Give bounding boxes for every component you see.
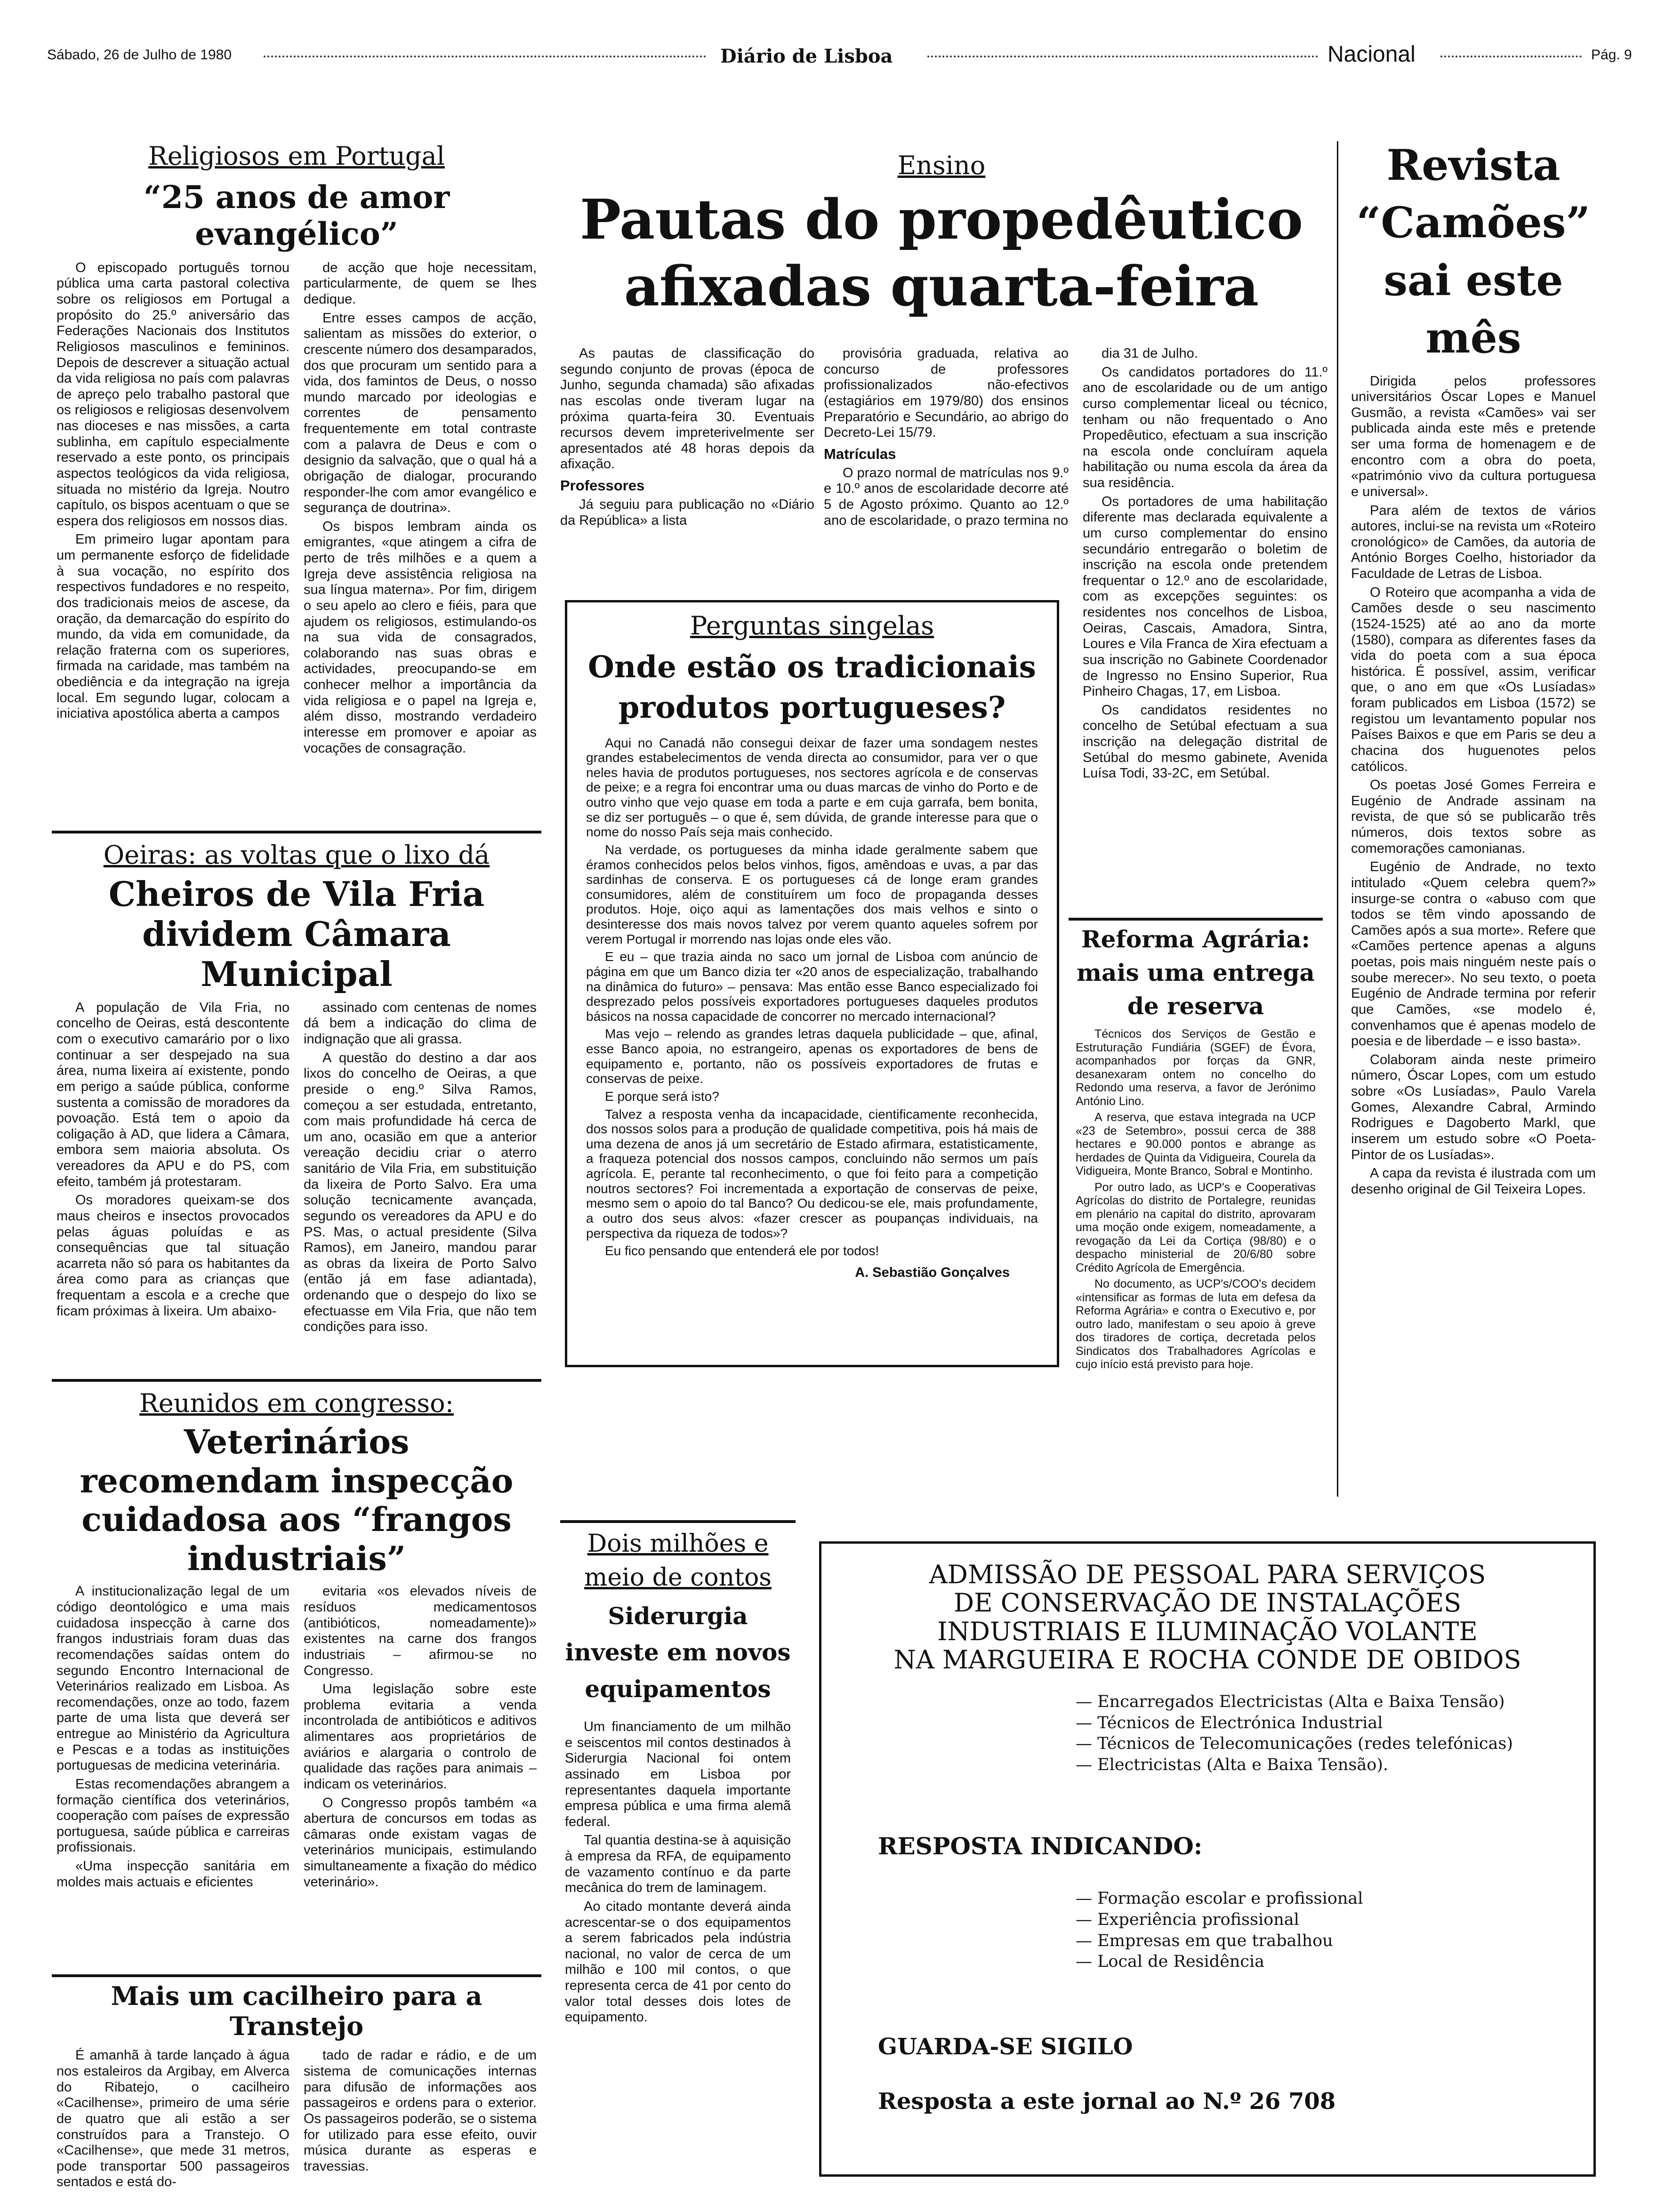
paragraph: O Congresso propôs também «a abertura de concursos em todas as câmaras onde existam vagas de veterinários municipais, estimulando simultaneamente a fixação do médico veterinário». [304,1795,537,1890]
column-rule [1337,141,1338,1497]
article-column [304,1584,537,1893]
article-religiosos [56,141,537,759]
subheading: Professores [560,477,645,494]
box-inner [567,602,1057,1281]
paragraph: Os candidatos portadores do 11.º ano de escolaridade ou de um antigo curso complementar liceal ou técnico, tenham ou não frequentado o Ano Propedêutico, efectuam a sua inscrição na escola onde concluíram aquela habilitação ou numa escola da área da sua residência. [1083,364,1327,490]
paragraph: No documento, as UCP's/COO's decidem «intensificar as formas de luta em defesa da Reforma Agrária» e contra o Executivo e, por outro lado, manifestam o seu apoio à greve dos tiradores de cortiça, decretada pelos Sindicatos dos Trabalhadores Agrícolas e cujo início está previsto para hoje. [1076,1277,1316,1371]
section-rule [52,1974,541,1977]
paragraph: Na verdade, os portugueses da minha idade geralmente sabem que éramos conhecidos pelos belos vinhos, figos, amêndoas e uvas, a par das sardinhas de conserva. E os portugueses cá de longe eram grandes consumidores, além de constituírem um foco de propaganda desses produtos. Hoje, oiço aqui as lamentações dos mais velhos e sinto o desinteresse dos mais novos talvez por verem quanto aqueles sofrem por verem Portugal ir morrendo nas lojas onde eles vão. [586,842,1038,946]
section-rule [1069,918,1323,921]
article-ensino [560,151,1323,320]
article-column [304,260,537,759]
article-revista [1351,136,1596,1200]
paragraph: O Roteiro que acompanha a vida de Camões desde o seu nascimento (1524-1525) até ao ano da morte (1580), compara as diferentes fases da vida do poeta com a sua época histórica. É possível, assim, verificar que, o ano em que «Os Lusíadas» foram publicados em Lisboa (1572) se registou um levantamento popular nos Países Baixos e que em Paris se deu a chacina dos huguenotes pelos católicos. [1351,585,1596,774]
article-kicker: Reunidos em congresso: [139,1388,454,1418]
ad-answer-heading: RESPOSTA INDICANDO: [878,1832,1203,1860]
paragraph: É amanhã à tarde lançado à água nos estaleiros da Argibay, em Alverca do Ribatejo, o cacilheiro «Cacilhense», primeiro de uma série de quatro que ali estão a ser construídos para a Transtejo. O «Cacilhense», que mede 31 metros, pode transportar 500 passageiros sentados e está do- [56,2048,290,2190]
header-page-number: Pág. 9 [1591,47,1632,63]
ad-answer-item: — Empresas em que trabalhou [1076,1931,1333,1950]
paragraph: Os portadores de uma habilitação diferente mas declarada equivalente a um curso complementar do ensino secundário entregarão o boletim de inscrição na escola onde pretendem frequentar o 12.º ano de escolaridade, com as excepções seguintes: os residentes nos concelhos de Lisboa, Oeiras, Cascais, Amadora, Sintra, Loures e Vila Franca de Xira efectuam a sua inscrição no Gabinete Coordenador de Ingresso no Ensino Superior, Rua Pinheiro Chagas, 17, em Lisboa. [1083,494,1327,699]
article-kicker: Ensino [897,151,986,180]
paragraph: provisória graduada, relativa ao concurso de professores profissionalizados não-efectivos (estagiários em 1979/80) dos ensinos Preparatório e Secundário, ao abrigo do Decreto-Lei 15/79. [824,346,1069,441]
article-column [56,1584,290,1893]
paragraph: Talvez a resposta venha da incapacidade, cientificamente reconhecida, dos nossos solos para a produção de qualidade competitiva, pois há mais de uma dezena de anos já um secretário de Estado afirmara, estatisticamente, a fraqueza potencial dos nossos campos, concluindo não sermos um país agrícola. E, perante tal reconhecimento, o que foi feito para a competição noutros sectores? Foi incrementada a exportação de conservas de peixe, mesmo sem o apoio do tal Banco? Ou dedicou-se ele, mais profundamente, a outro dos seus alvos: «fazer crescer as poupanças individuais, na perspectiva da riqueza de todos»? [586,1106,1038,1241]
paragraph: As pautas de classificação do segundo conjunto de provas (época de Junho, segunda chamada) são afixadas nas escolas onde tiveram lugar na próxima quarta-feira 30. Eventuais recursos devem impreterivelmente ser apresentados até 48 horas depois da afixação. [560,346,814,472]
article-headline: Veterinários recomendam inspecção cuidadosa aos “frangos industriais” [80,1422,514,1578]
section-rule [560,1520,796,1523]
page-header [47,19,1638,85]
article-signature: A. Sebastião Gonçalves [855,1265,1010,1280]
paragraph: Em primeiro lugar apontam para um permanente esforço de fidelidade à sua vocação, no espírito dos respectivos fundadores e no respeito, dos tradicionais meios de ascese, da oração, da demarcação do espírito do mundo, da vida em comunidade, da relação fraterna com os superiores, firmada na caridade, mas também na obediência e da integração na igreja local. Em segundo lugar, colocam a iniciativa apostólica aberta a campos [56,532,290,721]
article-headline: Revista “Camões” sai este mês [1356,140,1591,363]
paragraph: Por outro lado, as UCP's e Cooperativas Agrícolas do distrito de Portalegre, reunidas em plenário na capital do distrito, aprovaram uma moção onde exigem, nomeadamente, a revogação da Lei da Cortiça (98/80) e o despacho ministerial de 20/6/80 sobre Crédito Agrícola de Emergência. [1076,1180,1316,1274]
paragraph: Estas recomendações abrangem a formação científica dos veterinários, cooperação com países de expressão portuguesa, saúde pública e carreiras profissionais. [56,1776,290,1855]
paragraph: E porque será isto? [605,1089,719,1104]
article-column [56,260,290,759]
article-columns [56,2048,537,2193]
ad-title-line: INDUSTRIAIS E ILUMINAÇÃO VOLANTE [937,1616,1478,1646]
section-rule [52,831,541,834]
ad-title-line: NA MARGUEIRA E ROCHA CONDE DE OBIDOS [893,1645,1521,1675]
header-dotted-rule [927,56,1318,57]
article-reforma [1076,922,1316,1374]
paragraph: Dirigida pelos professores universitários Óscar Lopes e Manuel Gusmão, a revista «Camões» vai ser publicada ainda este mês e pretende ser uma forma de homenagem e de encontro com a obra do poeta, «património vivo da cultura portuguesa e universal». [1351,373,1596,499]
paragraph: Eugénio de Andrade, no texto intitulado «Quem celebra quem?» insurge-se contra o «abuso com que todos se têm vindo apossando de Camões após a sua morte». Refere que «Camões pertence apenas a alguns poetas, pois mais ninguém neste país o soube merecer». No seu texto, o poeta Eugénio de Andrade termina por referir que Camões, «se modelo é, convenhamos que é apenas modelo de poesia e de liberdade – e isso basta». [1351,859,1596,1049]
paragraph: Mas vejo – relendo as grandes letras daquela publicidade – que, afinal, esse Banco apoia, no estrangeiro, apenas os exportadores de bens de equipamento e, portanto, não os possíveis exportadores de frutas e conservas de peixe. [586,1026,1038,1086]
paragraph: Entre esses campos de acção, salientam as missões do exterior, o crescente número dos desamparados, dos que procuram um sentido para a vida, dos famintos de Deus, o nosso mundo marcado por ideologias e correntes de pensamento frequentemente em total contraste com a palavra de Deus e com o designio da salvação, que o qual há a obrigação de dialogar, procurando responder-lhe com amor evangélico e segurança de doutrina». [304,310,537,516]
paragraph: «Uma inspecção sanitária em moldes mais actuais e eficientes [56,1859,290,1890]
paragraph: O prazo normal de matrículas nos 9.º e 10.º anos de escolaridade decorre até 5 de Agosto próximo. Quanto ao 12.º ano de escolaridade, o prazo termina no [824,465,1069,528]
header-date: Sábado, 26 de Julho de 1980 [47,47,232,63]
paragraph: Aqui no Canadá não consegui deixar de fazer uma sondagem nestes grandes estabelecimentos de venda directa ao consumidor, para ver o que neles havia de produtos portugueses, nos sectores agrícola e de conservas de peixe; e a regra foi encontrar uma ou duas marcas de vinho do Porto e de outro vinho que vejo quase em toda a parte e em cuja garrafa, bem bonita, se diz ser português – o que é, sem dúvida, de grande interesse para que o nome do nosso País seja mais conhecido. [586,735,1038,840]
header-dotted-rule [264,56,706,57]
header-section: Nacional [1327,42,1416,67]
article-headline: Onde estão os tradicionais produtos portugueses? [588,649,1036,725]
paragraph: A questão do destino a dar aos lixos do concelho de Oeiras, a que preside o eng.º Silva Ramos, começou a ser estudada, entretanto, com mais profundidade há cerca de um ano, ocasião em que a anterior vereação decidiu criar o aterro sanitário de Vila Fria, em substituição da lixeira de Porto Salvo. Era uma solução tecnicamente avançada, segundo os vereadores da APU e do PS. Mas, o actual presidente (Silva Ramos), em Janeiro, mandou parar as obras da lixeira de Porto Salvo (então já em fase adiantada), ordenando que o despejo do lixo se efectuasse em Vila Fria, que não tem condições para isso. [304,1050,537,1335]
article-oeiras [56,840,537,1338]
article-kicker: Dois milhões e meio de contos [584,1530,772,1592]
article-perguntas-box [565,600,1059,1367]
ad-title [821,1561,1593,1675]
paragraph: A capa da revista é ilustrada com um desenho original de Gil Teixeira Lopes. [1351,1166,1596,1197]
article-kicker: Oeiras: as voltas que o lixo dá [103,840,490,870]
paragraph: dia 31 de Julho. [1102,346,1198,361]
article-body [565,1719,791,2026]
article-column [56,2048,290,2193]
article-headline: “25 anos de amor evangélico” [143,179,450,252]
header-masthead: Diário de Lisboa [720,45,893,67]
paragraph: Para além de textos de vários autores, inclui-se na revista um «Roteiro cronológico» de Camões, da autoria de António Borges Coelho, historiador da Faculdade de Letras de Lisboa. [1351,503,1596,582]
advertisement-box [819,1541,1596,2177]
ad-answer-item: — Experiência profissional [1076,1910,1299,1929]
article-veterinarios [56,1388,537,1893]
article-columns [56,1000,537,1338]
paragraph: A institucionalização legal de um código deontológico e uma mais cuidadosa inspecção à carne dos frangos industriais foram duas das recomendações saídas ontem do segundo Encontro Internacional de Veterinários realizado em Lisboa. As recomendações, onze ao todo, fazem parte de uma lista que deverá ser entregue ao Ministério da Agricultura e Pescas e a todas as instituições portuguesas de medicina veterinária. [56,1584,290,1773]
paragraph: Uma legislação sobre este problema evitaria a venda incontrolada de antibióticos e aditivos alimentares aos proprietários de aviários e alargaria o controlo de qualidade das rações para animais – indicam os veterinários. [304,1682,537,1792]
paragraph: A reserva, que estava integrada na UCP «23 de Setembro», possui cerca de 388 hectares e 90.000 pontos e abrange as herdades de Quinta da Vidigueira, Courela da Vidigueira, Monte Branco, Sobral e Montinho. [1076,1111,1316,1178]
paragraph: O episcopado português tornou pública uma carta pastoral colectiva sobre os religiosos em Portugal a propósito do 25.º aniversário das Federações Nacionais dos Institutos Religiosos masculinos e femininos. Depois de descrever a situação actual da vida religiosa no país com palavras de apreço pelo trabalho pastoral que os religiosos e religiosas desenvolvem nas dioceses e nas missões, a carta sublinha, em capítulo especialmente reservado a este ponto, os principais aspectos teológicos da vida religiosa, situada no mistério da Igreja. Noutro capítulo, os bispos acentuam o que se espera dos religiosos em nossos dias. [56,260,290,529]
paragraph: Já seguiu para publicação no «Diário da República» a lista [560,497,814,528]
article-column [824,346,1069,531]
column-body [824,465,1069,529]
header-dotted-rule [1440,56,1582,57]
paragraph: Os poetas José Gomes Ferreira e Eugénio de Andrade assinam na revista, de que só se publicarão três números, dois textos sobre as comemorações camonianas. [1351,777,1596,856]
paragraph: tado de radar e rádio, e de um sistema de comunicações internas para difusão de informações aos passageiros e ordens para o exterior. Os passageiros poderão, se o sistema for utilizado para esse efeito, ouvir música durante as esperas e travessias. [304,2048,537,2174]
paragraph: Um financiamento de um milhão e seiscentos mil contos destinados à Siderurgia Nacional foi ontem assinado em Lisboa por representantes daquela importante empresa pública e uma firma alemã federal. [565,1719,791,1829]
subheading: Matrículas [824,445,896,462]
ad-title-line: ADMISSÃO DE PESSOAL PARA SERVIÇOS [929,1560,1486,1589]
ad-positions-list [1076,1691,1593,1776]
article-column [1083,346,1327,785]
paragraph: Os moradores queixam-se dos maus cheiros e insectos provocados pelas águas poluídas e as consequências que tal situação acarreta não só para os habitantes da área como para as crianças que frequentam a escola e a creche que ficam próximas à lixeira. Um abaixo- [56,1193,290,1319]
article-columns [56,1584,537,1893]
article-kicker: Religiosos em Portugal [148,141,445,171]
article-column [304,1000,537,1338]
paragraph: Os candidatos residentes no concelho de Setúbal efectuam a sua inscrição na delegação distrital de Setúbal do mesmo gabinete, Avenida Luísa Todi, 33-2C, em Setúbal. [1083,702,1327,781]
article-headline: Siderurgia investe em novos equipamentos [565,1602,791,1703]
ad-position-item: — Encarregados Electricistas (Alta e Baixa Tensão) [1076,1692,1505,1711]
paragraph: evitaria «os elevados níveis de resíduos medicamentosos (antibióticos, nomeadamente)» existentes na carne dos frangos industriais – afirmou-se no Congresso. [304,1584,537,1678]
article-cacilheiro [56,1981,537,2193]
column-body [560,497,814,529]
ad-position-item: — Técnicos de Telecomunicações (redes telefónicas) [1076,1734,1513,1754]
article-body [1351,374,1596,1198]
ad-answer-item: — Formação escolar e profissional [1076,1889,1363,1908]
article-body [586,736,1038,1258]
paragraph: Colaboram ainda neste primeiro número, Óscar Lopes, com um estudo sobre «Os Lusíadas», Paulo Varela Gomes, Alexandre Cabral, Armindo Rodrigues e Dagoberto Markl, que inserem um estudo sobre «O Poeta-Pintor de os Lusíadas». [1351,1052,1596,1162]
ad-position-item: — Técnicos de Electrónica Industrial [1076,1713,1383,1732]
paragraph: A população de Vila Fria, no concelho de Oeiras, está descontente com o executivo camarário por o lixo continuar a ser despejado na sua área, numa lixeira aí existente, pondo em perigo a saúde pública, conforme sustenta a comissão de moradores da povoação. Está tem o apoio da coligação à AD, que lidera a Câmara, embora sem maioria absoluta. Os vereadores da APU e do PS, com efeito, também já protestaram. [56,1000,290,1189]
column-body [824,346,1069,441]
article-column [560,346,814,531]
article-headline: Reforma Agrária: mais uma entrega de reserva [1077,925,1315,1020]
article-headline: Pautas do propedêutico afixadas quarta-feira [579,188,1303,319]
ad-answer-list [1076,1888,1593,1972]
ad-answer-item: — Local de Residência [1076,1952,1265,1972]
column-body [560,346,814,473]
ad-reply: Resposta a este jornal ao N.º 26 708 [878,2088,1336,2115]
paragraph: Os bispos lembram ainda os emigrantes, «que atingem a cifra de perto de três milhões e a quem a Igreja deve assistência religiosa na sua língua materna». Por fim, dirigem o seu apelo ao clero e fiéis, para que ajudem os religiosos, estimulando-os na sua vida de consagrados, colaborando nas suas obras e actividades, preocupando-se em conhecer melhor a importância da vida religiosa e o papel na Igreja e, além disso, mostrando verdadeiro interesse em promover e apoiar as vocações de consagração. [304,519,537,756]
section-rule [52,1379,541,1382]
paragraph: assinado com centenas de nomes dá bem a indicação do clima de indignação que ali grassa. [304,1000,537,1047]
article-headline: Cheiros de Vila Fria dividem Câmara Municipal [108,874,485,994]
paragraph: Eu fico pensando que entenderá ele por todos! [605,1243,879,1258]
paragraph: Técnicos dos Serviços de Gestão e Estruturação Fundiária (SGEF) de Évora, acompanhados por forças da GNR, desanexaram ontem no concelho do Redondo uma reserva, a favor de Jerónimo António Lino. [1076,1027,1316,1108]
article-column [56,1000,290,1338]
paragraph: de acção que hoje necessitam, particularmente, de quem se lhes dedique. [304,260,537,307]
article-siderurgia [565,1527,791,2028]
article-column [304,2048,537,2193]
article-headline: Mais um cacilheiro para a Transtejo [111,1981,483,2041]
article-kicker: Perguntas singelas [690,611,934,641]
ad-title-line: DE CONSERVAÇÃO DE INSTALAÇÕES [953,1588,1462,1618]
article-body [1076,1027,1316,1371]
ad-position-item: — Electricistas (Alta e Baixa Tensão). [1076,1755,1389,1775]
article-columns [56,260,537,759]
paragraph: E eu – que trazia ainda no saco um jornal de Lisboa com anúncio de página em que um Banco dizia ter «20 anos de especialização, trabalhando na dinâmica do futuro» – pensava: Mas então esse Banco especializado foi desprezado pelos possíveis exportadores portugueses daqueles produtos básicos na nossa capacidade de concorrer no mercado internacional? [586,949,1038,1024]
column-body [1083,346,1327,782]
paragraph: Ao citado montante deverá ainda acrescentar-se o dos equipamentos a serem fabricados pela indústria nacional, no valor de cerca de um milhão e 100 mil contos, o que representa cerca de 41 por cento do valor total desses dois lotes de equipamento. [565,1899,791,2025]
paragraph: Tal quantia destina-se à aquisição à empresa da RFA, de equipamento de vazamento contínuo e da parte mecânica do trem de laminagem. [565,1833,791,1896]
ad-secrecy: GUARDA-SE SIGILO [878,2034,1133,2060]
